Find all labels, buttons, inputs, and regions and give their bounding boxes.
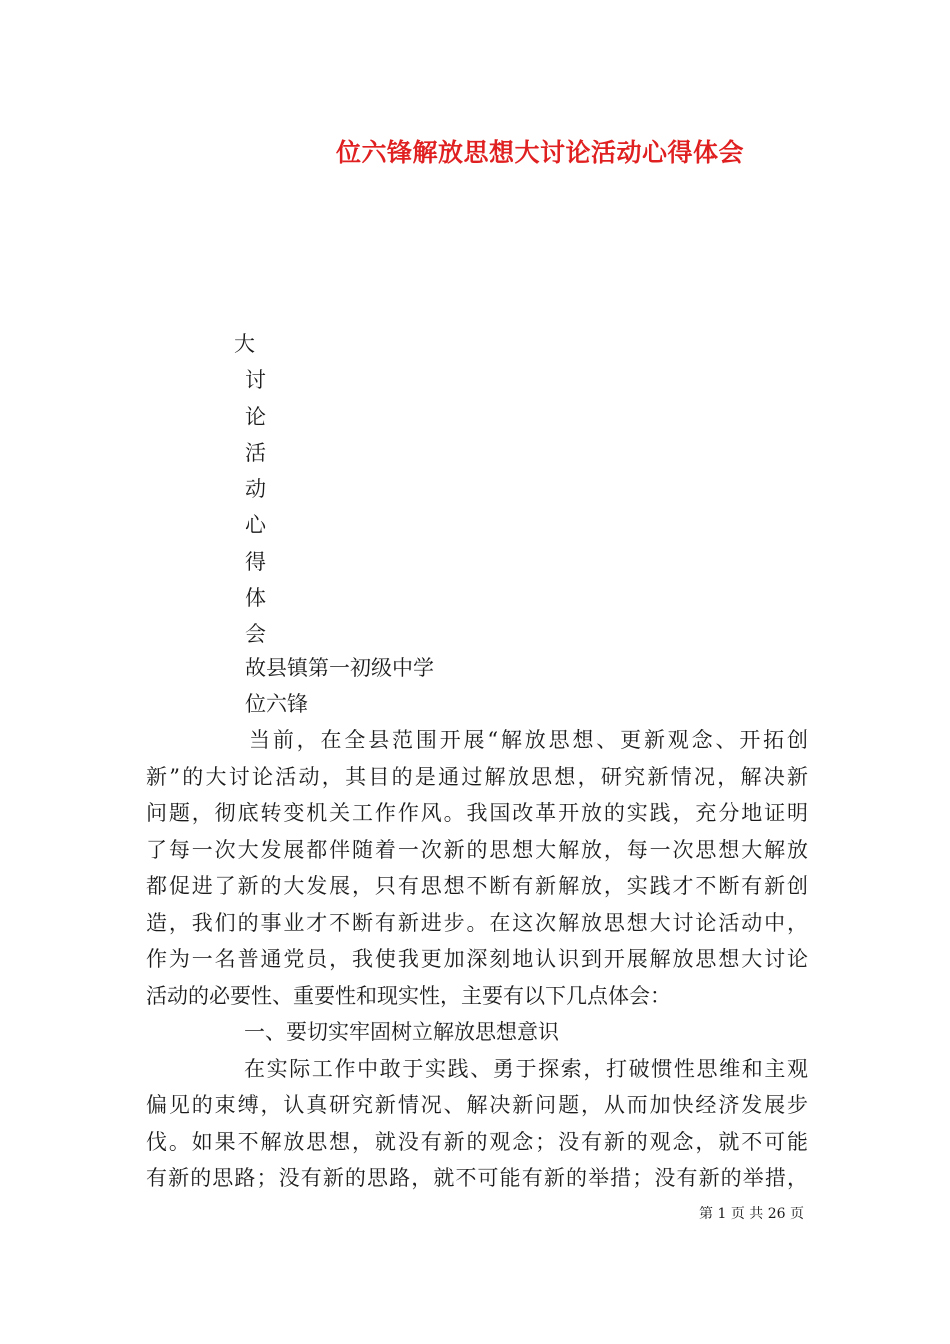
paragraph-line: 有新的思路；没有新的思路，就不可能有新的举措；没有新的举措，	[146, 1166, 808, 1190]
paragraph-line: 问题，彻底转变机关工作作风。我国改革开放的实践，充分地证明	[146, 801, 808, 825]
page-footer: 第 1 页 共 26 页	[699, 1206, 804, 1222]
vertical-char: 得	[245, 549, 266, 574]
document-title: 位六锋解放思想大讨论活动心得体会	[335, 138, 744, 167]
paragraph-line: 活动的必要性、重要性和现实性，主要有以下几点体会：	[146, 983, 671, 1008]
vertical-char: 动	[245, 477, 266, 502]
paragraph-line: 作为一名普通党员，我使我更加深刻地认识到开展解放思想大讨论	[146, 947, 808, 971]
vertical-char: 大	[234, 332, 255, 356]
paragraph-line: 都促进了新的大发展，只有思想不断有新解放，实践才不断有新创	[146, 874, 808, 898]
body-text	[146, 722, 808, 1197]
vertical-char: 体	[245, 586, 266, 611]
vertical-heading	[234, 326, 274, 653]
paragraph-line: 当前，在全县范围开展“解放思想、更新观念、开拓创	[249, 728, 808, 752]
author-name: 位六锋	[245, 692, 308, 716]
vertical-char: 心	[245, 513, 266, 538]
section-heading: 一、要切实牢固树立解放思想意识	[244, 1020, 559, 1044]
vertical-char: 会	[245, 622, 266, 647]
paragraph-line: 造，我们的事业才不断有新进步。在这次解放思想大讨论活动中，	[146, 910, 808, 935]
paragraph-line: 在实际工作中敢于实践、勇于探索，打破惯性思维和主观	[244, 1056, 808, 1081]
paragraph-line: 新”的大讨论活动，其目的是通过解放思想，研究新情况，解决新	[146, 764, 808, 789]
paragraph-line: 了每一次大发展都伴随着一次新的思想大解放，每一次思想大解放	[146, 837, 808, 862]
vertical-char: 讨	[245, 368, 266, 393]
paragraph-line: 偏见的束缚，认真研究新情况、解决新问题，从而加快经济发展步	[146, 1093, 808, 1117]
vertical-char: 活	[245, 440, 266, 465]
vertical-char: 论	[245, 404, 266, 429]
school-name: 故县镇第一初级中学	[245, 656, 434, 680]
paragraph-line: 伐。如果不解放思想，就没有新的观念；没有新的观念，就不可能	[146, 1129, 808, 1154]
